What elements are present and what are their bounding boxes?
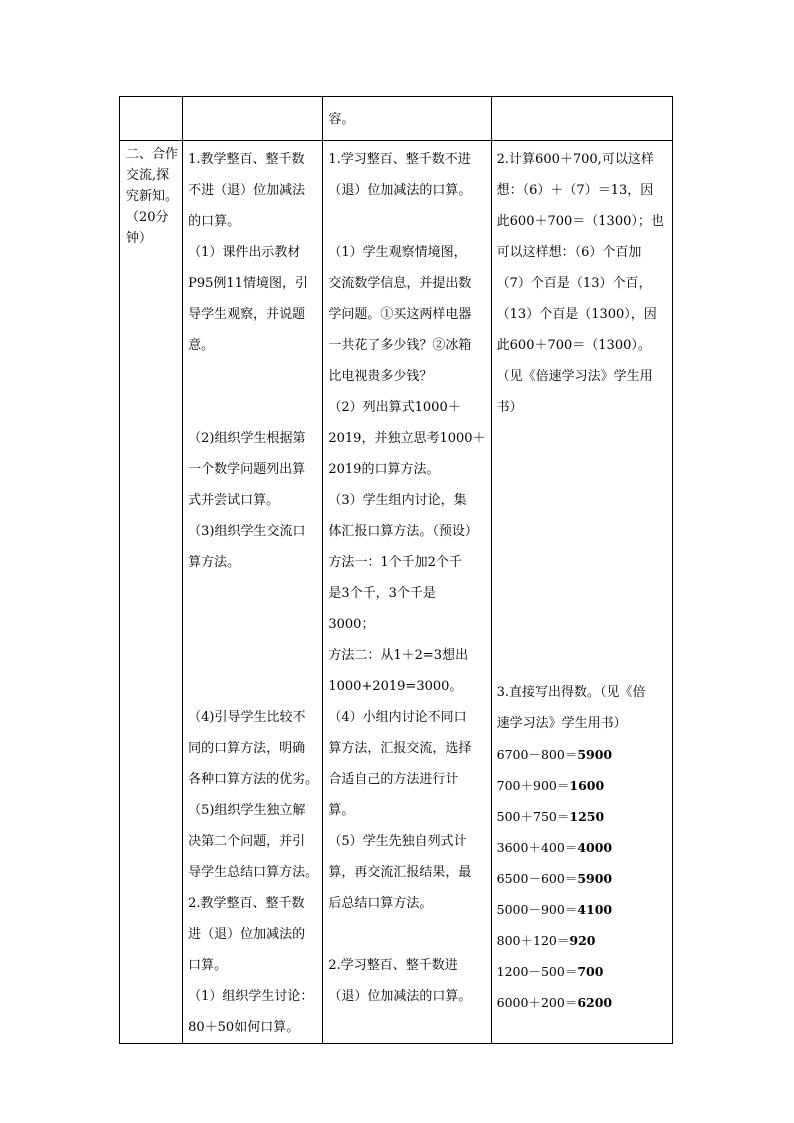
exercise-line: 此600＋700＝（1300）；也 <box>496 214 664 229</box>
exercise-line: （7）个百是（13）个百， <box>496 276 652 291</box>
teacher-line: 决第二个问题，并引 <box>188 834 306 849</box>
student-line: 算方法，汇报交流，选择 <box>328 741 472 756</box>
equation-expr: 6700－800＝ <box>496 747 578 762</box>
teacher-activity-cell <box>183 141 323 1044</box>
equation-answer: 4000 <box>577 840 613 855</box>
student-line: 交流数学信息，并提出数 <box>328 276 472 291</box>
equation <box>497 987 668 1018</box>
student-line: 是3个千，3个千是 <box>328 586 436 601</box>
exercise-line: 书） <box>496 400 523 415</box>
student-cell-continued <box>323 97 491 141</box>
teacher-line: （5)组织学生独立解 <box>188 803 306 818</box>
teacher-line: 式并尝试口算。 <box>188 493 280 508</box>
stage-cell <box>120 141 183 1044</box>
teacher-line: 不进（退）位加减法 <box>188 183 306 198</box>
student-line: 一共花了多少钱？②冰箱 <box>328 338 472 353</box>
student-line: 2019的口算方法。 <box>328 462 440 477</box>
equation <box>497 770 668 801</box>
lesson-plan-table <box>119 96 673 1044</box>
equation-answer: 1600 <box>569 778 605 793</box>
equation-expr: 6000＋200＝ <box>496 995 578 1010</box>
stage-line: 究新知。 <box>126 189 179 204</box>
teacher-line: 各种口算方法的优劣。 <box>188 772 319 787</box>
equation-answer: 4100 <box>577 902 613 917</box>
equation <box>497 956 668 987</box>
equation <box>497 801 668 832</box>
teacher-line: （3)组织学生交流口 <box>188 524 306 539</box>
teacher-line: （1）课件出示教材 <box>188 245 301 260</box>
equation-answer: 5900 <box>577 747 613 762</box>
student-line: （退）位加减法的口算。 <box>328 183 472 198</box>
exercise-cell <box>491 141 672 1044</box>
exercise-line: 可以这样想：（6）个百加 <box>496 245 642 260</box>
student-line: （1）学生观察情境图， <box>328 245 467 260</box>
equation-answer: 5900 <box>577 871 613 886</box>
equation <box>497 832 668 863</box>
teacher-line: P95例11情境图，引 <box>188 276 308 291</box>
student-line: 1.学习整百、整千数不进 <box>328 152 471 167</box>
stage-line: 钟） <box>126 231 153 246</box>
student-line: （3）学生组内讨论，集 <box>328 493 467 508</box>
teacher-line: 意。 <box>188 338 215 353</box>
student-activity-cell <box>323 141 491 1044</box>
exercise-line: 速学习法》学生用书） <box>496 716 627 731</box>
equation <box>497 739 668 770</box>
equation-answer: 6200 <box>577 995 613 1010</box>
stage-cell-empty <box>120 97 183 141</box>
teacher-line: 算方法。 <box>188 555 241 570</box>
student-line: 学问题。①买这两样电器 <box>328 307 472 322</box>
student-line: 方法二：从1＋2=3想出 <box>328 648 469 663</box>
teacher-line: （4)引导学生比较不 <box>188 710 306 725</box>
teacher-line: 一个数学问题列出算 <box>188 462 306 477</box>
student-line: （4）小组内讨论不同口 <box>328 710 467 725</box>
teacher-line: （1）组织学生讨论： <box>188 989 314 1004</box>
equation <box>497 925 668 956</box>
exercise-line: 3.直接写出得数。（见《倍 <box>496 685 646 700</box>
teacher-line: （2)组织学生根据第 <box>188 431 306 446</box>
exercise-line: 想：（6）＋（7）＝13，因 <box>496 183 654 198</box>
teacher-line: 口算。 <box>188 958 228 973</box>
teacher-line: 进（退）位加减法的 <box>188 927 306 942</box>
teacher-line: 同的口算方法，明确 <box>188 741 306 756</box>
student-line: （5）学生先独自列式计 <box>328 834 467 849</box>
teacher-line: 2.教学整百、整千数 <box>188 896 305 911</box>
equation-expr: 3600＋400＝ <box>496 840 578 855</box>
student-line: 合适自己的方法进行计 <box>328 772 459 787</box>
student-line: （2）列出算式1000＋ <box>328 400 461 415</box>
equation <box>497 863 668 894</box>
equation-expr: 700＋900＝ <box>496 778 570 793</box>
equation-answer: 920 <box>569 933 596 948</box>
table-row-stage-two <box>120 141 673 1044</box>
teacher-line: 1.教学整百、整千数 <box>188 152 305 167</box>
equation-expr: 800＋120＝ <box>496 933 570 948</box>
equation-answer: 1250 <box>569 809 605 824</box>
teacher-line: 导学生观察，并说题 <box>188 307 306 322</box>
continued-text: 容。 <box>328 112 355 127</box>
student-line: 1000+2019=3000。 <box>328 679 463 694</box>
teacher-cell-empty <box>183 97 323 141</box>
exercise-line: （13）个百是（1300），因 <box>496 307 657 322</box>
student-line: 3000； <box>328 617 375 632</box>
table-row-continuation <box>120 97 673 141</box>
stage-line: 交流,探 <box>126 168 170 183</box>
student-line: 比电视贵多少钱？ <box>328 369 433 384</box>
stage-line: （20分 <box>126 210 169 225</box>
equation <box>497 894 668 925</box>
student-line: 2019，并独立思考1000＋ <box>328 431 486 446</box>
equation-expr: 1200－500＝ <box>496 964 578 979</box>
exercise-line: （见《倍速学习法》学生用 <box>496 369 653 384</box>
exercise-cell-empty <box>491 97 672 141</box>
student-line: （退）位加减法的口算。 <box>328 989 472 1004</box>
student-line: 2.学习整百、整千数进 <box>328 958 458 973</box>
exercise-line: 2.计算600＋700,可以这样 <box>496 152 654 167</box>
equation-answer: 700 <box>577 964 604 979</box>
student-line: 后总结口算方法。 <box>328 896 433 911</box>
exercise-line: 此600＋700＝（1300）。 <box>496 338 651 353</box>
teacher-line: 80＋50如何口算。 <box>188 1020 300 1035</box>
equation-expr: 5000－900＝ <box>496 902 578 917</box>
student-line: 算。 <box>328 803 355 818</box>
stage-line: 二、合作 <box>126 147 179 162</box>
student-line: 体汇报口算方法。（预设） <box>328 524 478 539</box>
equation-expr: 6500－600＝ <box>496 871 578 886</box>
teacher-line: 导学生总结口算方法。 <box>188 865 319 880</box>
student-line: 算，再交流汇报结果，最 <box>328 865 472 880</box>
equation-expr: 500＋750＝ <box>496 809 570 824</box>
student-line: 方法一：1个千加2个千 <box>328 555 462 570</box>
teacher-line: 的口算。 <box>188 214 241 229</box>
